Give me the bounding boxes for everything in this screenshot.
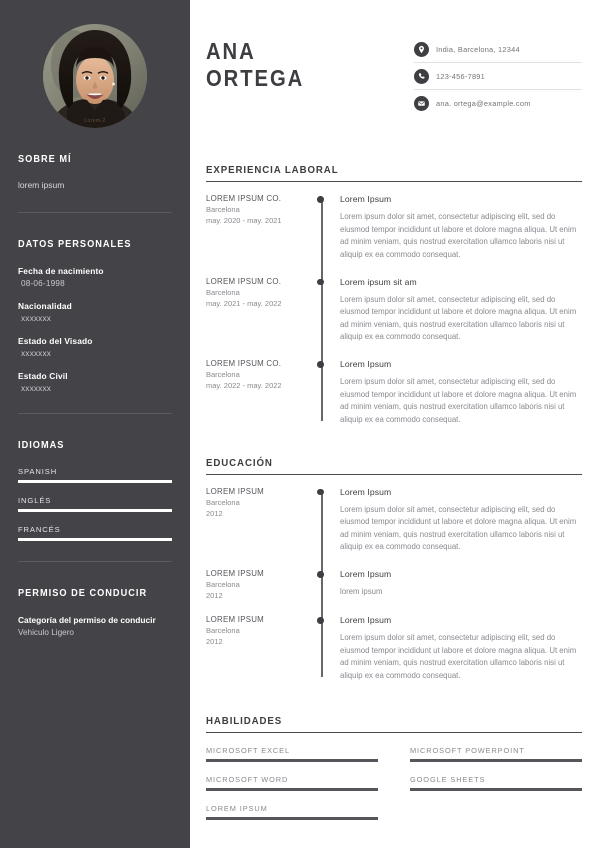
- entry-city: Barcelona: [206, 626, 240, 635]
- entry-title: Lorem Ipsum: [340, 359, 392, 369]
- personal-data-value: xxxxxxx: [21, 383, 52, 393]
- entry-body: [322, 277, 582, 345]
- entry-meta: [206, 569, 322, 600]
- skill-name: MICROSOFT POWERPOINT: [410, 745, 525, 755]
- sidebar-divider: [18, 561, 172, 562]
- language-level-track: [18, 538, 172, 541]
- section-experience: [206, 164, 582, 427]
- sidebar: [0, 0, 190, 848]
- language-name: SPANISH: [18, 466, 58, 476]
- personal-data-list: [18, 266, 172, 393]
- list-item: [410, 775, 582, 791]
- experience-timeline: [206, 194, 582, 427]
- skill-level-fill: [206, 817, 378, 820]
- entry-body: [322, 194, 582, 262]
- timeline-dot-icon: [317, 361, 324, 368]
- language-level-fill: [18, 480, 172, 483]
- skill-name: MICROSOFT WORD: [206, 774, 289, 784]
- language-level-track: [18, 509, 172, 512]
- education-heading: EDUCACIÓN: [206, 456, 273, 469]
- about-heading: SOBRE MÍ: [18, 154, 72, 165]
- experience-entry: [206, 277, 582, 345]
- sidebar-divider: [18, 212, 172, 213]
- location-pin-icon: [414, 42, 429, 57]
- entry-title: Lorem Ipsum: [340, 194, 392, 204]
- entry-city: Barcelona: [206, 205, 240, 214]
- contact-phone-text: 123-456-7891: [436, 72, 486, 81]
- experience-heading: EXPERIENCIA LABORAL: [206, 164, 339, 176]
- entry-city: Barcelona: [206, 287, 240, 297]
- resume-header: [206, 0, 582, 122]
- list-item: [18, 467, 172, 483]
- skills-list: [206, 746, 582, 833]
- timeline-dot-icon: [317, 279, 324, 286]
- avatar: [43, 24, 147, 128]
- entry-meta: [206, 487, 322, 555]
- entry-organization: LOREM IPSUM CO.: [206, 359, 282, 368]
- entry-organization: LOREM IPSUM CO.: [206, 194, 282, 203]
- contact-email[interactable]: [414, 96, 582, 116]
- entry-city: Barcelona: [206, 497, 240, 507]
- timeline-dot-icon: [317, 489, 324, 496]
- skill-level-fill: [410, 759, 582, 762]
- list-item: [18, 525, 172, 541]
- sidebar-divider: [18, 413, 172, 414]
- education-entry: [206, 487, 582, 555]
- skill-name: MICROSOFT EXCEL: [206, 745, 290, 755]
- entry-organization: LOREM IPSUM: [206, 615, 264, 624]
- license-label: Categoría del permiso de conducir: [18, 614, 156, 625]
- contact-phone[interactable]: [414, 69, 582, 90]
- personal-data-value: 08-06-1998: [21, 278, 65, 288]
- language-name: INGLÉS: [18, 495, 52, 505]
- entry-description: Lorem ipsum dolor sit amet, consectetur adipiscing elit, sed do eiusmod tempor incididunt ut labore et dolore magna aliqua. Ut enim ad minim veniam, quis nostrud exercitation ullamco laboris nisi ut aliquip ex ea commodo consequat.: [340, 212, 577, 259]
- contact-address[interactable]: [414, 42, 582, 63]
- section-divider: [206, 181, 582, 182]
- personal-data-label: Fecha de nacimiento: [18, 265, 104, 276]
- license-heading: PERMISO DE CONDUCIR: [18, 587, 148, 599]
- entry-body: [322, 487, 582, 555]
- phone-icon: [414, 69, 429, 84]
- skill-level-fill: [410, 788, 582, 791]
- entry-organization: LOREM IPSUM: [206, 569, 264, 578]
- section-skills: [206, 715, 582, 833]
- about-text: lorem ipsum: [18, 180, 65, 190]
- list-item: [18, 266, 172, 288]
- skills-heading: HABILIDADES: [206, 714, 283, 727]
- entry-title: Lorem Ipsum: [340, 486, 392, 497]
- personal-data-label: Estado del Visado: [18, 335, 93, 346]
- entry-dates: 2012: [206, 591, 223, 600]
- languages-list: [18, 467, 172, 541]
- entry-description: lorem ipsum: [340, 587, 383, 596]
- entry-title: Lorem Ipsum: [340, 615, 392, 625]
- entry-title: Lorem ipsum sit am: [340, 276, 417, 287]
- entry-meta: [206, 194, 322, 262]
- timeline-dot-icon: [317, 617, 324, 624]
- timeline-dot-icon: [317, 196, 324, 203]
- personal-data-label: Nacionalidad: [18, 300, 72, 311]
- entry-organization: LOREM IPSUM CO.: [206, 276, 282, 286]
- skill-name: GOOGLE SHEETS: [410, 774, 486, 784]
- languages-heading: IDIOMAS: [18, 439, 65, 451]
- section-education: [206, 457, 582, 683]
- entry-description: Lorem ipsum dolor sit amet, consectetur adipiscing elit, sed do eiusmod tempor incididunt ut labore et dolore magna aliqua. Ut enim ad minim veniam, quis nostrud exercitation ullamco laboris nisi ut aliquip ex ea commodo consequat.: [340, 294, 577, 342]
- entry-city: Barcelona: [206, 580, 240, 589]
- entry-description: Lorem ipsum dolor sit amet, consectetur adipiscing elit, sed do eiusmod tempor incididunt ut labore et dolore magna aliqua. Ut enim ad minim veniam, quis nostrud exercitation ullamco laboris nisi ut aliquip ex ea commodo consequat.: [340, 504, 577, 552]
- skill-level-track: [206, 759, 378, 762]
- main-content: [190, 0, 600, 848]
- entry-description: Lorem ipsum dolor sit amet, consectetur adipiscing elit, sed do eiusmod tempor incididunt ut labore et dolore magna aliqua. Ut enim ad minim veniam, quis nostrud exercitation ullamco laboris nisi ut aliquip ex ea commodo consequat.: [340, 633, 577, 680]
- language-level-fill: [18, 538, 172, 541]
- section-divider: [206, 732, 582, 733]
- list-item: [18, 336, 172, 358]
- education-timeline: [206, 487, 582, 683]
- list-item: [18, 371, 172, 393]
- personal-data-value: xxxxxxx: [21, 313, 52, 323]
- license-value: Vehiculo Ligero: [18, 627, 74, 637]
- entry-body: [322, 569, 582, 600]
- experience-entry: [206, 194, 582, 262]
- avatar-photo: [43, 24, 147, 128]
- skill-level-fill: [206, 759, 378, 762]
- language-level-track: [18, 480, 172, 483]
- skill-level-track: [206, 788, 378, 791]
- skill-level-track: [410, 788, 582, 791]
- entry-dates: may. 2020 - may. 2021: [206, 216, 282, 225]
- personal-data-value: xxxxxxx: [21, 348, 52, 358]
- list-item: [410, 746, 582, 762]
- contact-address-text: India, Barcelona, 12344: [436, 45, 520, 54]
- entry-organization: LOREM IPSUM: [206, 486, 264, 496]
- skill-level-fill: [206, 788, 378, 791]
- contact-email-text: ana. ortega@example.com: [436, 99, 531, 108]
- entry-meta: [206, 277, 322, 345]
- list-item: [206, 775, 378, 791]
- skill-name: LOREM IPSUM: [206, 803, 268, 813]
- entry-dates: may. 2022 - may. 2022: [206, 381, 282, 390]
- education-entry: [206, 615, 582, 683]
- language-name: FRANCÉS: [18, 524, 61, 534]
- entry-title: Lorem Ipsum: [340, 569, 392, 579]
- entry-meta: [206, 615, 322, 683]
- envelope-icon: [414, 96, 429, 111]
- entry-city: Barcelona: [206, 370, 240, 379]
- entry-dates: may. 2021 - may. 2022: [206, 298, 282, 308]
- timeline-dot-icon: [317, 571, 324, 578]
- entry-body: [322, 359, 582, 427]
- section-divider: [206, 474, 582, 475]
- list-item: [206, 804, 378, 820]
- last-name: ORTEGA: [206, 64, 305, 91]
- experience-entry: [206, 359, 582, 427]
- skill-level-track: [206, 817, 378, 820]
- entry-dates: 2012: [206, 637, 223, 646]
- list-item: [18, 301, 172, 323]
- entry-body: [322, 615, 582, 683]
- avatar-watermark: Lorem-2: [84, 118, 106, 124]
- list-item: [206, 746, 378, 762]
- entry-description: Lorem ipsum dolor sit amet, consectetur adipiscing elit, sed do eiusmod tempor incididunt ut labore et dolore magna aliqua. Ut enim ad minim veniam, quis nostrud exercitation ullamco laboris nisi ut aliquip ex ea commodo consequat.: [340, 377, 577, 424]
- list-item: [18, 496, 172, 512]
- skill-level-track: [410, 759, 582, 762]
- entry-meta: [206, 359, 322, 427]
- personal-data-heading: DATOS PERSONALES: [18, 238, 132, 250]
- page-title: [206, 38, 304, 91]
- first-name: ANA: [206, 38, 256, 64]
- language-level-fill: [18, 509, 172, 512]
- personal-data-label: Estado Civil: [18, 370, 68, 381]
- contact-list: [414, 42, 582, 122]
- education-entry: [206, 569, 582, 600]
- entry-dates: 2012: [206, 508, 223, 518]
